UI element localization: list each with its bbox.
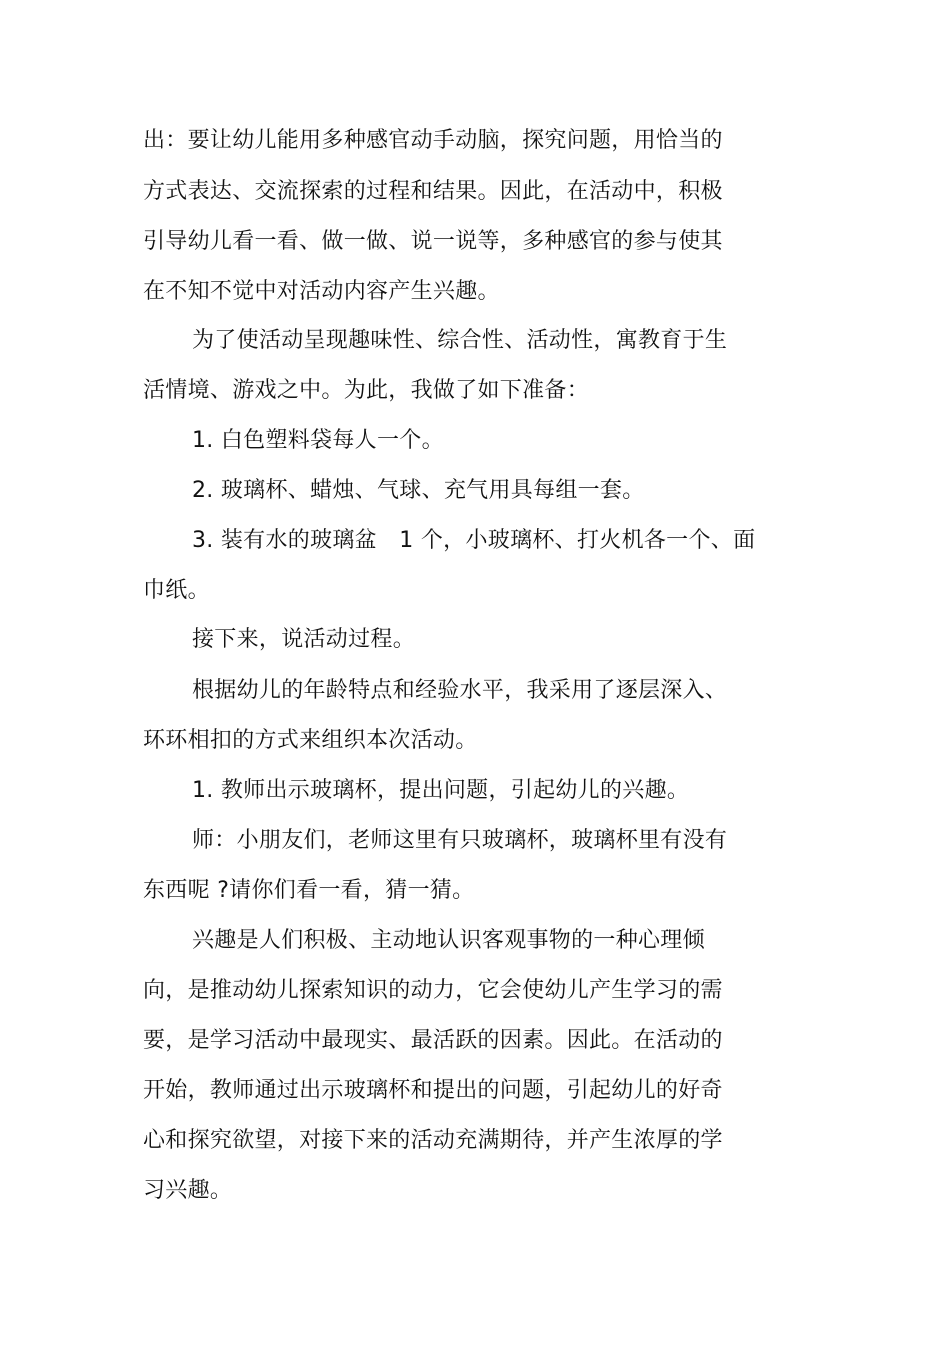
list-item: 1. 白色塑料袋每人一个。 xyxy=(192,428,444,453)
text-line: 东西呢 ?请你们看一看，猜一猜。 xyxy=(143,878,475,903)
text-line: 兴趣是人们积极、主动地认识客观事物的一种心理倾 xyxy=(192,928,705,953)
text-line: 习兴趣。 xyxy=(143,1178,233,1203)
text-line: 在不知不觉中对活动内容产生兴趣。 xyxy=(143,279,500,304)
text-line: 出：要让幼儿能用多种感官动手动脑，探究问题，用恰当的 xyxy=(143,128,723,153)
text-line: 引导幼儿看一看、做一做、说一说等，多种感官的参与使其 xyxy=(143,229,723,254)
text-line: 活情境、游戏之中。为此，我做了如下准备： xyxy=(143,378,590,403)
text-line: 向，是推动幼儿探索知识的动力，它会使幼儿产生学习的需 xyxy=(143,978,723,1003)
text-line: 根据幼儿的年龄特点和经验水平，我采用了逐层深入、 xyxy=(192,678,728,703)
text-line: 师：小朋友们，老师这里有只玻璃杯，玻璃杯里有没有 xyxy=(192,828,728,853)
list-item: 3. 装有水的玻璃盆 1 个，小玻璃杯、打火机各一个、面 xyxy=(192,528,756,553)
text-line: 心和探究欲望，对接下来的活动充满期待，并产生浓厚的学 xyxy=(143,1128,723,1153)
list-item: 1. 教师出示玻璃杯，提出问题，引起幼儿的兴趣。 xyxy=(192,778,690,803)
list-item: 2. 玻璃杯、蜡烛、气球、充气用具每组一套。 xyxy=(192,478,645,503)
text-line: 开始，教师通过出示玻璃杯和提出的问题，引起幼儿的好奇 xyxy=(143,1078,723,1103)
text-line: 要，是学习活动中最现实、最活跃的因素。因此。在活动的 xyxy=(143,1028,723,1053)
text-line: 巾纸。 xyxy=(143,578,210,603)
text-line: 为了使活动呈现趣味性、综合性、活动性，寓教育于生 xyxy=(192,328,728,353)
text-line: 接下来，说活动过程。 xyxy=(192,627,416,652)
text-line: 环环相扣的方式来组织本次活动。 xyxy=(143,728,478,753)
text-line: 方式表达、交流探索的过程和结果。因此，在活动中，积极 xyxy=(143,179,723,204)
